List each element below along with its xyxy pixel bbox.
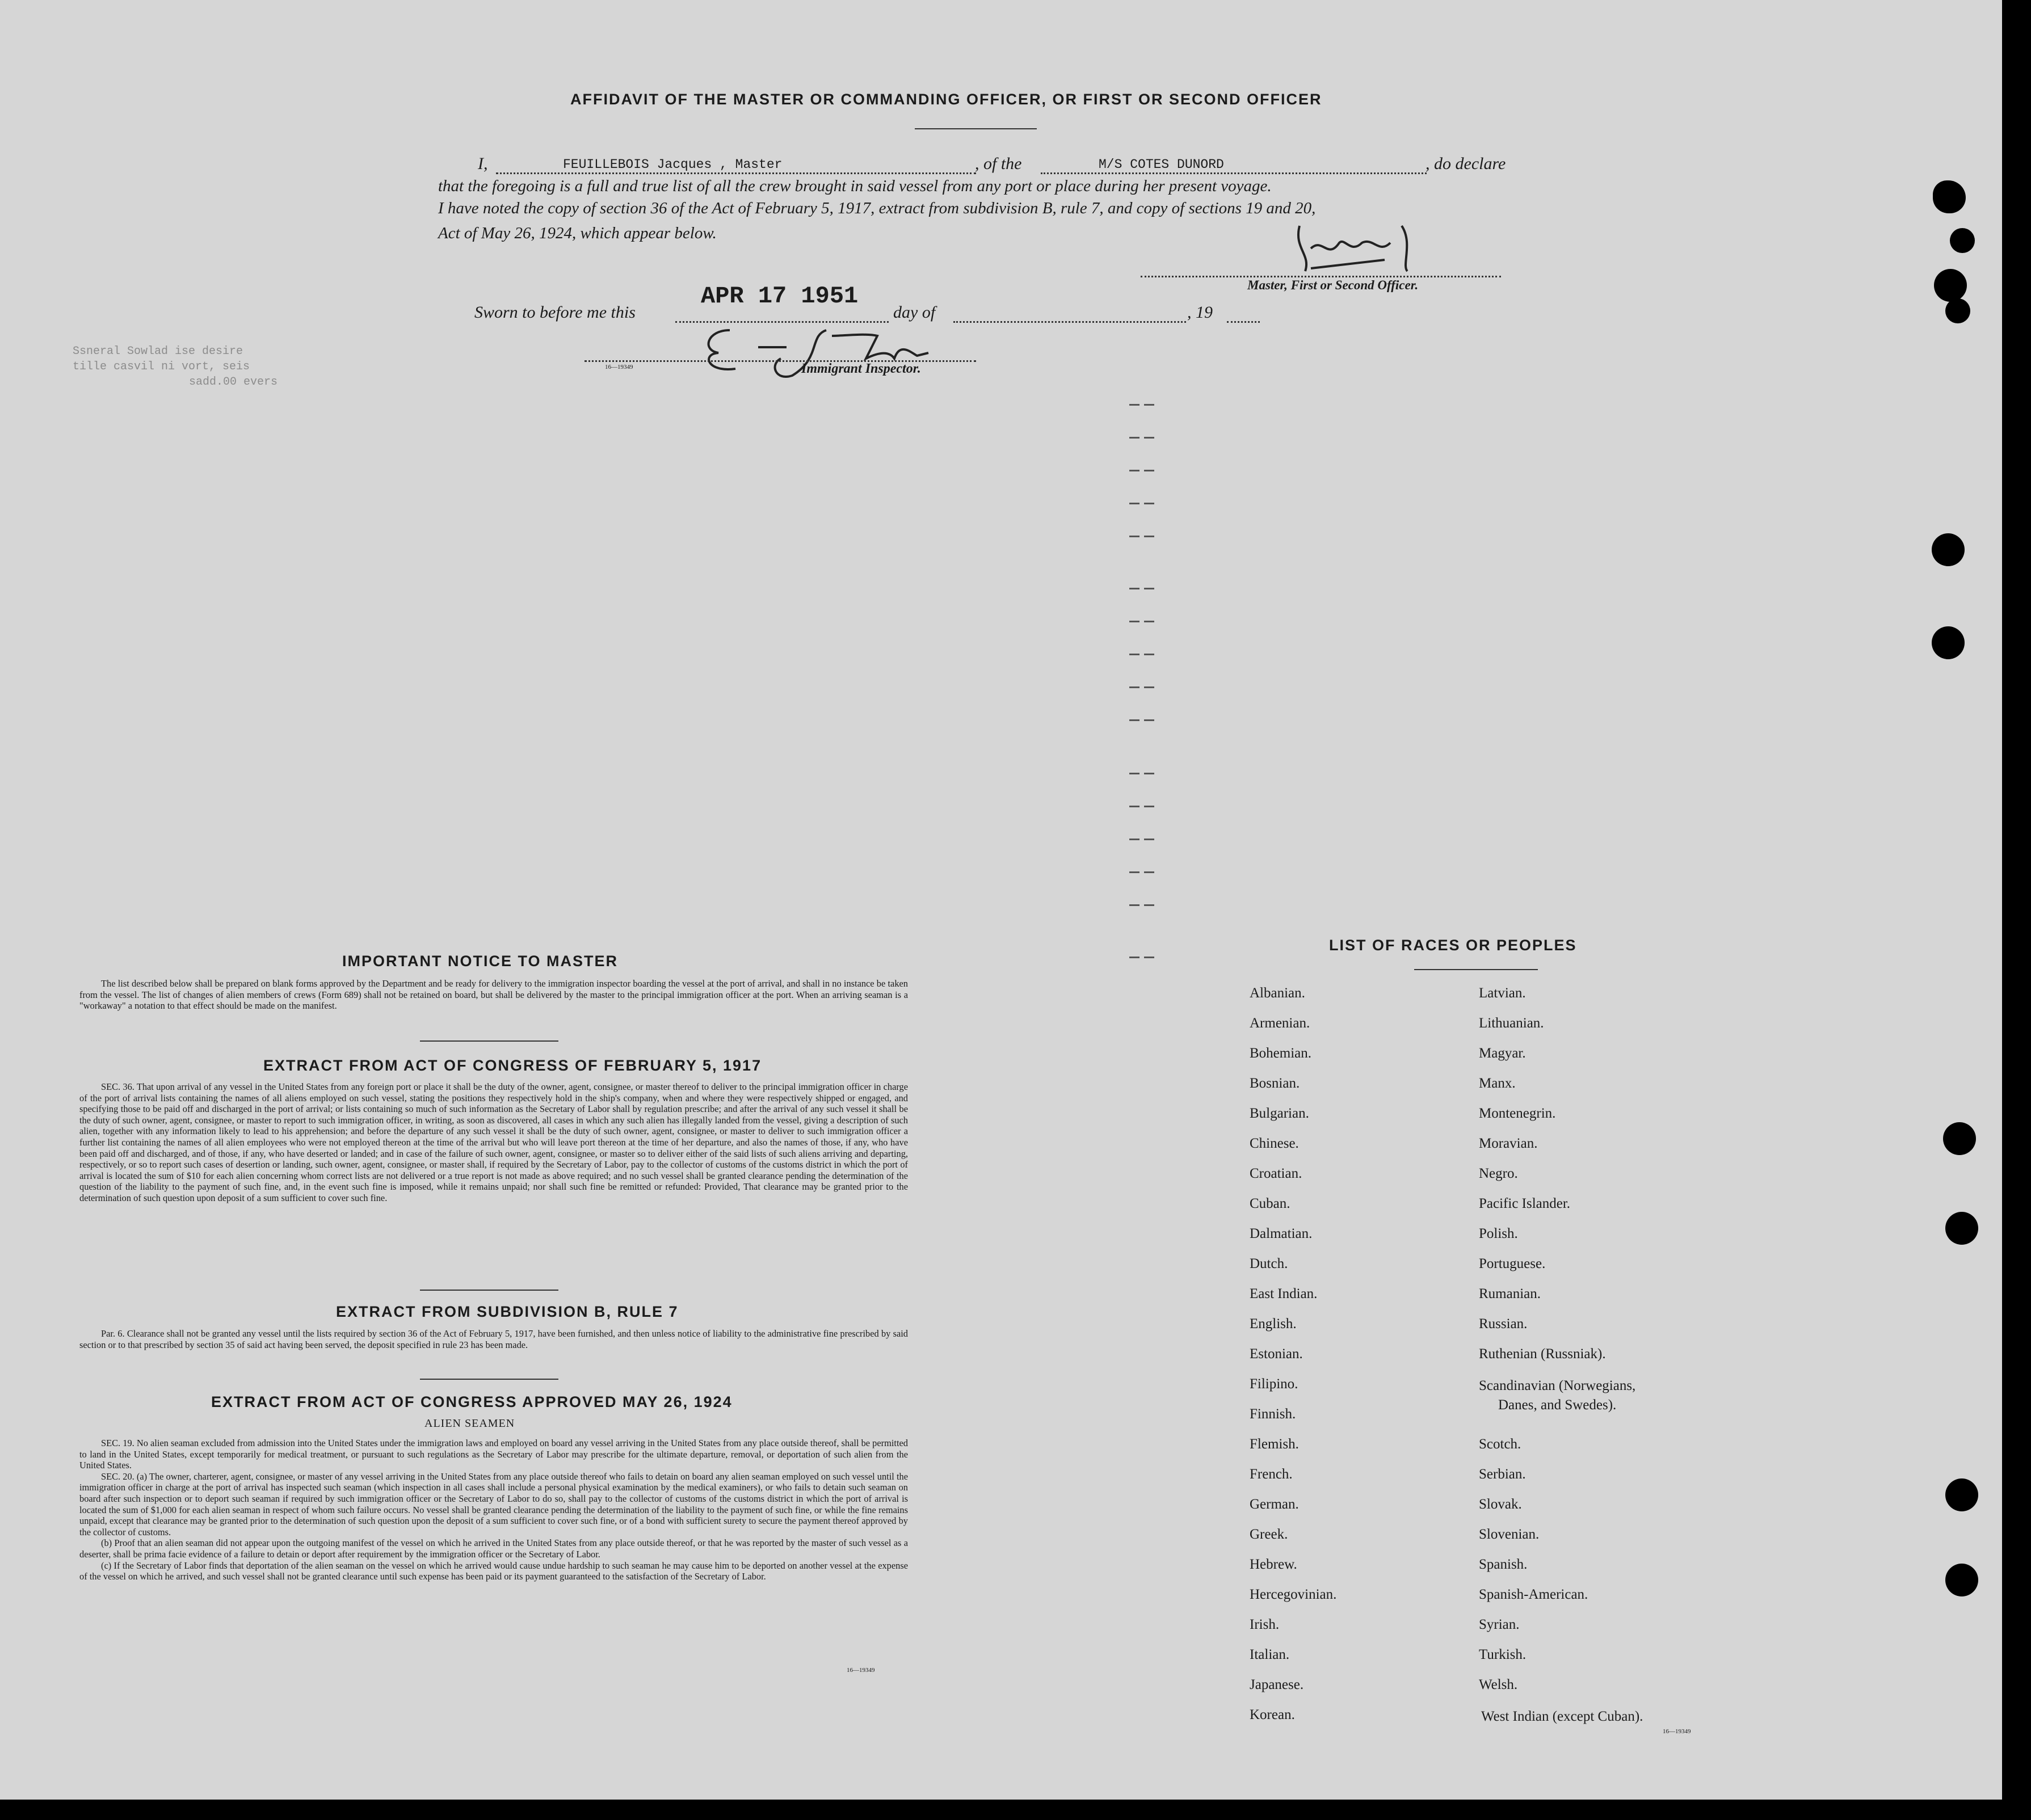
extract-rule7-text: Par. 6. Clearance shall not be granted any vessel until the lists required by section 36 of the Act of February 5, 1917, have been furnished, and then unless notice of liability to the administrative fine prescribed by said section or to that prescribed by section 35 of said act having been served, the deposit specified in rule 23 has been made. [79, 1328, 908, 1350]
master-caption: Master, First or Second Officer. [1247, 278, 1419, 292]
race-item: Pacific Islander. [1479, 1196, 1571, 1211]
year-label: , 19 [1187, 303, 1213, 322]
race-item: English. [1250, 1316, 1297, 1332]
notice-rule [420, 1040, 558, 1042]
punch-hole [1945, 1564, 1978, 1596]
race-item: Slovenian. [1479, 1527, 1540, 1542]
punch-hole [1932, 533, 1965, 566]
race-item: Manx. [1479, 1076, 1516, 1091]
extract-1917-rule [420, 1290, 558, 1291]
notice-title: IMPORTANT NOTICE TO MASTER [342, 953, 618, 970]
punch-hole [1933, 180, 1966, 213]
race-item: Chinese. [1250, 1136, 1299, 1151]
bleed-through-text: Ssneral Sowlad ise desire tille casvil ni vort, seis sadd.00 evers [73, 345, 278, 389]
race-item: Hercegovinian. [1250, 1587, 1337, 1602]
race-item: Welsh. [1479, 1677, 1518, 1692]
race-item: Dalmatian. [1250, 1226, 1313, 1241]
race-item: Estonian. [1250, 1346, 1303, 1362]
extract-rule7-title: EXTRACT FROM SUBDIVISION B, RULE 7 [336, 1303, 679, 1320]
race-item: Flemish. [1250, 1436, 1299, 1452]
officer-name: FEUILLEBOIS Jacques , Master [563, 157, 783, 172]
race-item: Russian. [1479, 1316, 1528, 1332]
extract-1917-text: SEC. 36. That upon arrival of any vessel in the United States from any foreign port or place it shall be the duty of the owner, agent, consignee, or master thereof to deliver to the principal immigration officer in charge of the port of arrival lists containing the names of all aliens employed on such vessel, stating the positions they respectively hold in the ship's company, when and where they were respectively shipped or engaged, and specifying those to be paid off and discharged in the port of arrival; or lists containing so much of such information as the Secretary of Labor shall by regulation prescribe; and after the arrival of any such vessel it shall be the duty of such owner, agent, consignee, or master to report to such immigration officer, in writing, as soon as discovered, all cases in which any such alien has illegally landed from the vessel, giving a description of such alien, together with any information likely to lead to his apprehension; and before the departure of any such vessel it shall be the duty of such owner, agent, consignee, or master to deliver to such immigration officer a further list containing the names of all alien employees who were not employed thereon at the time of the arrival but who will leave port thereon at the time of her departure, and also the names of those, if any, who have been paid off and discharged, and of those, if any, who have deserted or landed; and in case of the failure of such owner, agent, consignee, or master so to deliver either of the said lists of such aliens arriving and departing, respectively, or so to report such cases of desertion or landing, such owner, agent, consignee, or master shall, if required by the Secretary of Labor, pay to the collector of customs of the customs district in which the port of arrival is located the sum of $10 for each alien concerning whom correct lists are not delivered or a true report is not made as above required; and no such vessel shall be granted clearance pending the determination of the question of the liability to the payment of such fine, and, in the event such fine is imposed, while it remains unpaid; nor shall such fine be remitted or refunded: Provided, That clearance may be granted prior to the determination of such question upon deposit of a sum sufficient to cover such fine. [79, 1081, 908, 1203]
affidavit-form-number: 16—19349 [605, 364, 633, 370]
races-title-rule [1414, 969, 1538, 970]
of-the-label: , of the [975, 154, 1022, 173]
day-of-label: day of [893, 303, 936, 322]
punch-hole [1945, 1478, 1978, 1511]
race-item: Portuguese. [1479, 1256, 1546, 1271]
race-item: Japanese. [1250, 1677, 1304, 1692]
race-item: Korean. [1250, 1707, 1295, 1722]
master-signature-line [1141, 276, 1501, 277]
punch-hole [1934, 269, 1967, 302]
vessel-name: M/S COTES DUNORD [1099, 157, 1224, 172]
race-item: West Indian (except Cuban). [1481, 1709, 1643, 1724]
race-item: Moravian. [1479, 1136, 1538, 1151]
race-item: Negro. [1479, 1166, 1518, 1181]
race-item: Italian. [1250, 1647, 1290, 1662]
race-item: Serbian. [1479, 1467, 1526, 1482]
race-item: Finnish. [1250, 1406, 1296, 1422]
race-item: East Indian. [1250, 1286, 1318, 1301]
race-item: Latvian. [1479, 985, 1526, 1001]
race-item: Scandinavian (Norwegians, [1479, 1378, 1636, 1393]
race-item: Slovak. [1479, 1497, 1522, 1512]
race-item: Bosnian. [1250, 1076, 1300, 1091]
extract-form-number: 16—19349 [847, 1667, 875, 1674]
declaration-line-4: Act of May 26, 1924, which appear below. [438, 224, 717, 242]
sworn-label: Sworn to before me this [474, 303, 636, 322]
race-item: Armenian. [1250, 1016, 1310, 1031]
race-item: Albanian. [1250, 985, 1305, 1001]
race-item: Lithuanian. [1479, 1016, 1544, 1031]
race-item: Polish. [1479, 1226, 1518, 1241]
sworn-date-stamp: APR 17 1951 [701, 283, 859, 310]
year-line [1227, 321, 1260, 323]
do-declare-label: , do declare [1426, 154, 1506, 173]
punch-hole [1932, 626, 1965, 659]
race-item: Bohemian. [1250, 1046, 1312, 1061]
punch-hole [1950, 228, 1975, 253]
extract-1924-title: EXTRACT FROM ACT OF CONGRESS APPROVED MAY 26, 1924 [211, 1393, 733, 1410]
race-item: Danes, and Swedes). [1498, 1397, 1617, 1413]
race-item: Scotch. [1479, 1436, 1521, 1452]
race-item: Magyar. [1479, 1046, 1526, 1061]
affidavit-title-rule [915, 128, 1037, 129]
race-item: French. [1250, 1467, 1293, 1482]
race-item: Turkish. [1479, 1647, 1527, 1662]
race-item: Bulgarian. [1250, 1106, 1309, 1121]
race-item: Spanish-American. [1479, 1587, 1588, 1602]
punch-hole [1943, 1122, 1976, 1155]
race-item: Spanish. [1479, 1557, 1528, 1572]
race-item: Cuban. [1250, 1196, 1290, 1211]
race-item: Filipino. [1250, 1376, 1298, 1392]
i-label: I, [478, 154, 488, 173]
race-item: Montenegrin. [1479, 1106, 1556, 1121]
extract-1924-text: SEC. 19. No alien seaman excluded from admission into the United States under the immigration laws and employed on board any vessel arriving in the United States from any place outside thereof, shall be permitted to land in the United States, except temporarily for medical treatment, or pursuant to such regulations as the Secretary of Labor may prescribe for the ultimate departure, removal, or deportation of such alien from the United States. SEC. 20. (a) The owner, charterer, agent, consignee, or master of any vessel arriving in the United States from any place outside thereof who fails to detain on board any alien seaman employed on such vessel until the immigration officer in charge at the port of arrival has inspected such seaman (which inspection in all cases shall include a personal physical examination by the medical examiners), or who fails to detain such seaman on board after such inspection or to deport such seaman if required by such immigration officer or the Secretary of Labor to do so, shall pay to the collector of customs of the customs district in which the port of arrival is located the sum of $1,000 for each alien seaman in respect of whom such failure occurs. No vessel shall be granted clearance pending the determination of the liability to the payment of such fine, or while the fine remains unpaid, except that clearance may be granted prior to the determination of such question upon the deposit of a sum sufficient to cover such fine, or of a bond with sufficient surety to secure the payment thereof approved by the collector of customs. (b) Proof that an alien seaman did not appear upon the outgoing manifest of the vessel on which he arrived in the United States from any place outside thereof, or that he was reported by the master of such vessel as a deserter, shall be prima facie evidence of a failure to detain or deport after requirement by the immigration officer or the Secretary of Labor. (c) If the Secretary of Labor finds that deportation of the alien seaman on the vessel on which he arrived would cause undue hardship to such seaman he may cause him to be deported on another vessel at the expense of the vessel on which he arrived, and such vessel shall not be granted clearance until such expense has been paid or its payment guaranteed to the satisfaction of the Secretary of Labor. [79, 1438, 908, 1582]
race-item: Croatian. [1250, 1166, 1302, 1181]
race-item: Irish. [1250, 1617, 1280, 1632]
month-line [953, 321, 1186, 323]
declaration-line-2: that the foregoing is a full and true list of all the crew brought in said vessel from any port or place during her present voyage. [438, 177, 1272, 195]
race-item: Greek. [1250, 1527, 1288, 1542]
master-signature [1288, 214, 1419, 283]
race-item: Syrian. [1479, 1617, 1520, 1632]
notice-text: The list described below shall be prepared on blank forms approved by the Department and be ready for delivery to the immigration inspector boarding the vessel at the port of arrival, and shall in no instance be taken from the vessel. The list of changes of alien members of crews (Form 689) shall not be retained on board, but shall be delivered by the master to the principal immigration officer at the port. When an arriving seaman is a "workaway" a notation to that effect should be made on the manifest. [79, 978, 908, 1012]
race-item: Rumanian. [1479, 1286, 1541, 1301]
races-title: LIST OF RACES OR PEOPLES [1329, 937, 1577, 954]
alien-seamen-subtitle: ALIEN SEAMEN [424, 1417, 515, 1430]
vessel-name-line [1041, 172, 1427, 174]
race-item: German. [1250, 1497, 1299, 1512]
extract-1917-title: EXTRACT FROM ACT OF CONGRESS OF FEBRUARY 5, 1917 [263, 1057, 762, 1074]
race-item: Hebrew. [1250, 1557, 1297, 1572]
officer-name-line [496, 172, 976, 174]
punch-hole [1945, 1212, 1978, 1245]
races-form-number: 16—19349 [1663, 1728, 1691, 1735]
extract-rule7-rule [420, 1379, 558, 1380]
affidavit-title: AFFIDAVIT OF THE MASTER OR COMMANDING OFFICER, OR FIRST OR SECOND OFFICER [570, 91, 1322, 108]
punch-hole [1945, 298, 1970, 323]
race-item: Dutch. [1250, 1256, 1288, 1271]
race-item: Ruthenian (Russniak). [1479, 1346, 1606, 1362]
inspector-caption: Immigrant Inspector. [801, 361, 921, 376]
declaration-line-3: I have noted the copy of section 36 of the Act of February 5, 1917, extract from subdivision B, rule 7, and copy of sections 19 and 20, [438, 199, 1316, 217]
